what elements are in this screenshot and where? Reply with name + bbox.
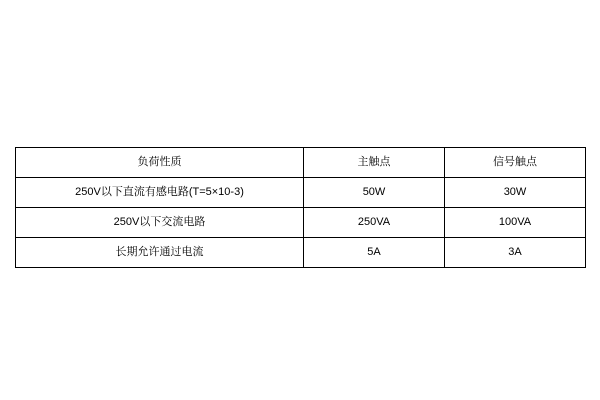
cell-signal-contact: 3A bbox=[445, 238, 586, 268]
cell-load-nature: 250V以下交流电路 bbox=[16, 208, 304, 238]
cell-main-contact: 250VA bbox=[304, 208, 445, 238]
column-header-signal-contact: 信号触点 bbox=[445, 148, 586, 178]
table-row bbox=[16, 208, 586, 238]
column-header-load-nature: 负荷性质 bbox=[16, 148, 304, 178]
table-header-row bbox=[16, 148, 586, 178]
cell-signal-contact: 30W bbox=[445, 178, 586, 208]
column-header-main-contact: 主触点 bbox=[304, 148, 445, 178]
table-row bbox=[16, 178, 586, 208]
cell-main-contact: 5A bbox=[304, 238, 445, 268]
cell-main-contact: 50W bbox=[304, 178, 445, 208]
table-row bbox=[16, 238, 586, 268]
spec-table-container bbox=[15, 147, 585, 268]
cell-load-nature: 长期允许通过电流 bbox=[16, 238, 304, 268]
cell-signal-contact: 100VA bbox=[445, 208, 586, 238]
contact-load-specification-table bbox=[15, 147, 586, 268]
cell-load-nature: 250V以下直流有感电路(T=5×10-3) bbox=[16, 178, 304, 208]
